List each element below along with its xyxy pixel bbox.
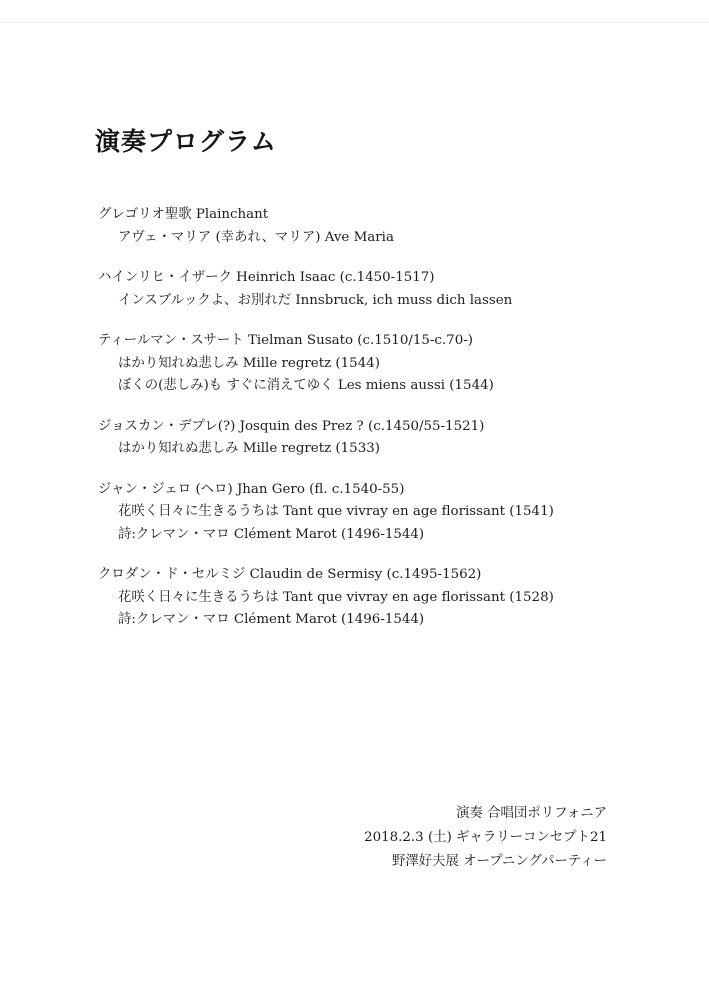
program-entry [98, 267, 698, 312]
composer-line: クロダン・ド・セルミジ Claudin de Sermisy (c.1495-1562) [98, 567, 482, 582]
work-line: 花咲く日々に生きるうちは Tant que vivray en age florissant (1528) [118, 589, 554, 605]
program-entry [98, 330, 698, 398]
work-line: ぼくの(悲しみ)も すぐに消えてゆく Les miens aussi (1544) [118, 378, 494, 393]
work-line: はかり知れぬ悲しみ Mille regretz (1533) [118, 441, 380, 456]
program-entry [98, 479, 698, 547]
scan-fold-line [0, 22, 709, 23]
performance-credits [364, 802, 607, 874]
event-line: 野澤好夫展 オープニングパーティー [391, 854, 607, 869]
poet-line: 詩:クレマン・マロ Clément Marot (1496-1544) [118, 612, 425, 627]
date-venue-line: 2018.2.3 (土) ギャラリーコンセプト21 [364, 830, 607, 845]
poet-line: 詩:クレマン・マロ Clément Marot (1496-1544) [118, 526, 425, 542]
program-list [98, 204, 698, 650]
program-entry [98, 204, 698, 249]
page-title: 演奏プログラム [95, 127, 277, 156]
program-entry [98, 416, 698, 461]
program-entry [98, 564, 698, 632]
composer-line: ジョスカン・デプレ(?) Josquin des Prez ? (c.1450/55-1521) [98, 418, 485, 434]
work-line: インスブルックよ、お別れだ Innsbruck, ich muss dich lassen [118, 292, 513, 308]
work-line: アヴェ・マリア (幸あれ、マリア) Ave Maria [118, 229, 394, 245]
performer-line: 演奏 合唱団ポリフォニア [456, 806, 607, 821]
work-line: 花咲く日々に生きるうちは Tant que vivray en age florissant (1541) [118, 504, 554, 519]
work-line: はかり知れぬ悲しみ Mille regretz (1544) [118, 355, 380, 371]
composer-line: ティールマン・スサート Tielman Susato (c.1510/15-c.70-) [98, 333, 473, 348]
composer-line: グレゴリオ聖歌 Plainchant [98, 207, 269, 222]
composer-line: ハインリヒ・イザーク Heinrich Isaac (c.1450-1517) [98, 270, 435, 285]
composer-line: ジャン・ジェロ (ヘロ) Jhan Gero (fl. c.1540-55) [98, 481, 405, 497]
